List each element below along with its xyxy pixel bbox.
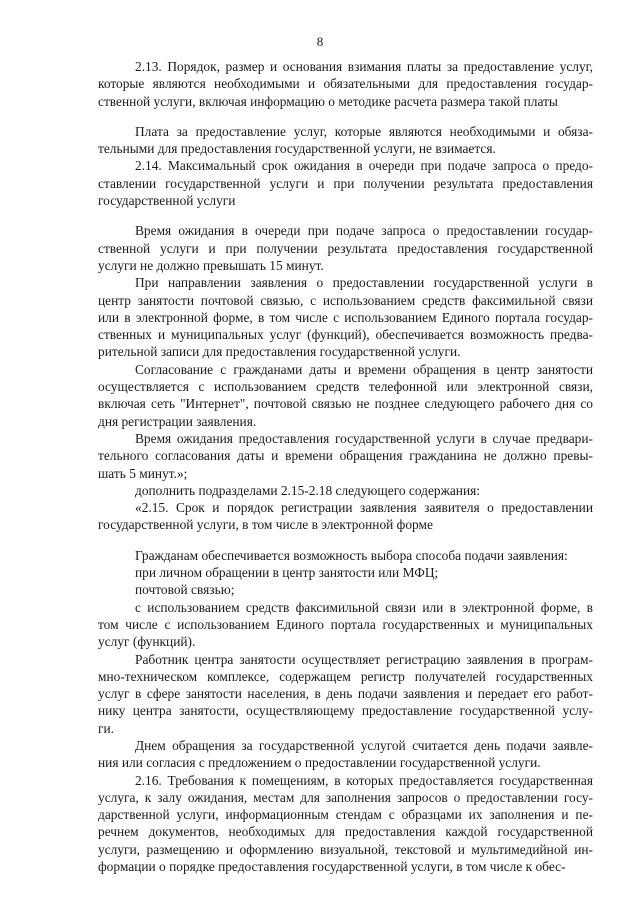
paragraph-line: Согласование с гражданами даты и времени обращения в центр занятости [135, 361, 593, 377]
paragraph-line: ния или согласия с предложением о предоставлении государственной услуги. [98, 755, 541, 771]
page-number: 8 [316, 34, 324, 49]
paragraph [98, 430, 593, 482]
paragraph [98, 564, 593, 581]
paragraph [98, 222, 593, 274]
paragraph-line: речнем документов, необходимых для предоставления каждой государственной [98, 824, 593, 840]
paragraph-line: которые являются необходимыми и обязательными для предоставления государ- [98, 76, 593, 92]
paragraph-line: Плата за предоставление услуг, которые являются необходимыми и обяза- [135, 123, 593, 139]
paragraph-line: ги. [98, 720, 115, 736]
document-body [98, 58, 593, 875]
paragraph-line: услуги, размещению и оформлению визуальной, текстовой и мультимедийной ин- [98, 841, 593, 857]
paragraph-line: 2.13. Порядок, размер и основания взимания платы за предоставление услуг, [135, 59, 593, 74]
paragraph-line: том числе с использованием Единого портала государственных и муниципальных [98, 616, 593, 632]
paragraph [98, 123, 593, 158]
paragraph-line: государственной услуги [98, 193, 236, 209]
paragraph-line: нику центра занятости, осуществляющему предоставление государственной услу- [98, 703, 593, 719]
paragraph-line: центр занятости почтовой связью, с использованием средств факсимильной связи [98, 292, 593, 308]
paragraph-line: мно-техническом комплексе, содержащем регистр получателей государственных [98, 668, 593, 684]
paragraph-line: ставлении государственной услуги и при получении результата предоставления [98, 175, 593, 191]
paragraph [98, 772, 593, 876]
paragraph [98, 499, 593, 534]
paragraph-line: 2.16. Требования к помещениям, в которых предоставляется государственная [135, 772, 593, 788]
paragraph-line: услуги не должно превышать 15 минут. [98, 257, 324, 273]
paragraph-line: дня регистрации заявления. [98, 413, 257, 429]
paragraph [98, 547, 593, 564]
paragraph-line: осуществляется с использованием средств телефонной или электронной связи, [98, 379, 593, 395]
paragraph-line: тельными для предоставления государственной услуги, не взимается. [98, 141, 496, 157]
paragraph [98, 274, 593, 360]
paragraph-line: При направлении заявления о предоставлении государственной услуги в [135, 275, 593, 291]
paragraph-line: услуг в сфере занятости населения, в день подачи заявления и передает его работ- [98, 686, 593, 702]
paragraph-line: дарственной услуги, информационным стендам с образцами их заполнения и пе- [98, 807, 593, 823]
paragraph-line: «2.15. Срок и порядок регистрации заявления заявителя о предоставлении [135, 500, 593, 516]
paragraph-line: включая сеть "Интернет", почтовой связью не позднее следующего рабочего дня со [98, 396, 593, 412]
paragraph-line: дополнить подразделами 2.15-2.18 следующего содержания: [135, 482, 481, 498]
paragraph-line: государственной услуги, в том числе в электронной форме [98, 517, 433, 533]
paragraph-line: услуг (функций). [98, 634, 196, 650]
paragraph [98, 482, 593, 499]
paragraph-line: Работник центра занятости осуществляет регистрацию заявления в програм- [135, 651, 593, 667]
paragraph-line: Гражданам обеспечивается возможность выбора способа подачи заявления: [135, 547, 568, 563]
paragraph-line: ственной услуги и при получении результата предоставления государственной [98, 240, 593, 256]
paragraph-line: тельного согласования даты и времени обращения гражданина не должно превы- [98, 448, 593, 464]
paragraph-line: почтовой связью; [135, 582, 235, 598]
paragraph-line: с использованием средств факсимильной связи или в электронной форме, в [135, 599, 593, 615]
paragraph-line: 2.14. Максимальный срок ожидания в очереди при подаче запроса о предо- [135, 158, 593, 174]
paragraph [98, 581, 593, 598]
paragraph-line: Днем обращения за государственной услугой считается день подачи заявле- [135, 737, 593, 753]
paragraph [98, 599, 593, 651]
paragraph-line: услуга, к залу ожидания, местам для заполнения запросов о предоставлении госу- [98, 789, 593, 805]
paragraph-line: рительной записи для предоставления государственной услуги. [98, 344, 461, 360]
paragraph-line: Время ожидания предоставления государственной услуги в случае предвари- [135, 430, 593, 446]
paragraph-line: ственной услуги, включая информацию о методике расчета размера такой платы [98, 93, 558, 109]
paragraph-line: при личном обращении в центр занятости или МФЦ; [135, 565, 439, 581]
paragraph-line: формации о порядке предоставления государственной услуги, в том числе к обес- [98, 859, 566, 875]
paragraph-line: или в электронной форме, в том числе с использованием Единого портала государ- [98, 309, 593, 325]
paragraph-line: Время ожидания в очереди при подаче запроса о предоставлении государ- [135, 223, 593, 239]
paragraph [98, 157, 593, 209]
paragraph-line: ственных и муниципальных услуг (функций), обеспечивается возможность предва- [98, 327, 593, 343]
paragraph-line: шать 5 минут.»; [98, 465, 188, 481]
paragraph [98, 651, 593, 737]
paragraph [98, 737, 593, 772]
paragraph [98, 58, 593, 110]
paragraph [98, 361, 593, 430]
